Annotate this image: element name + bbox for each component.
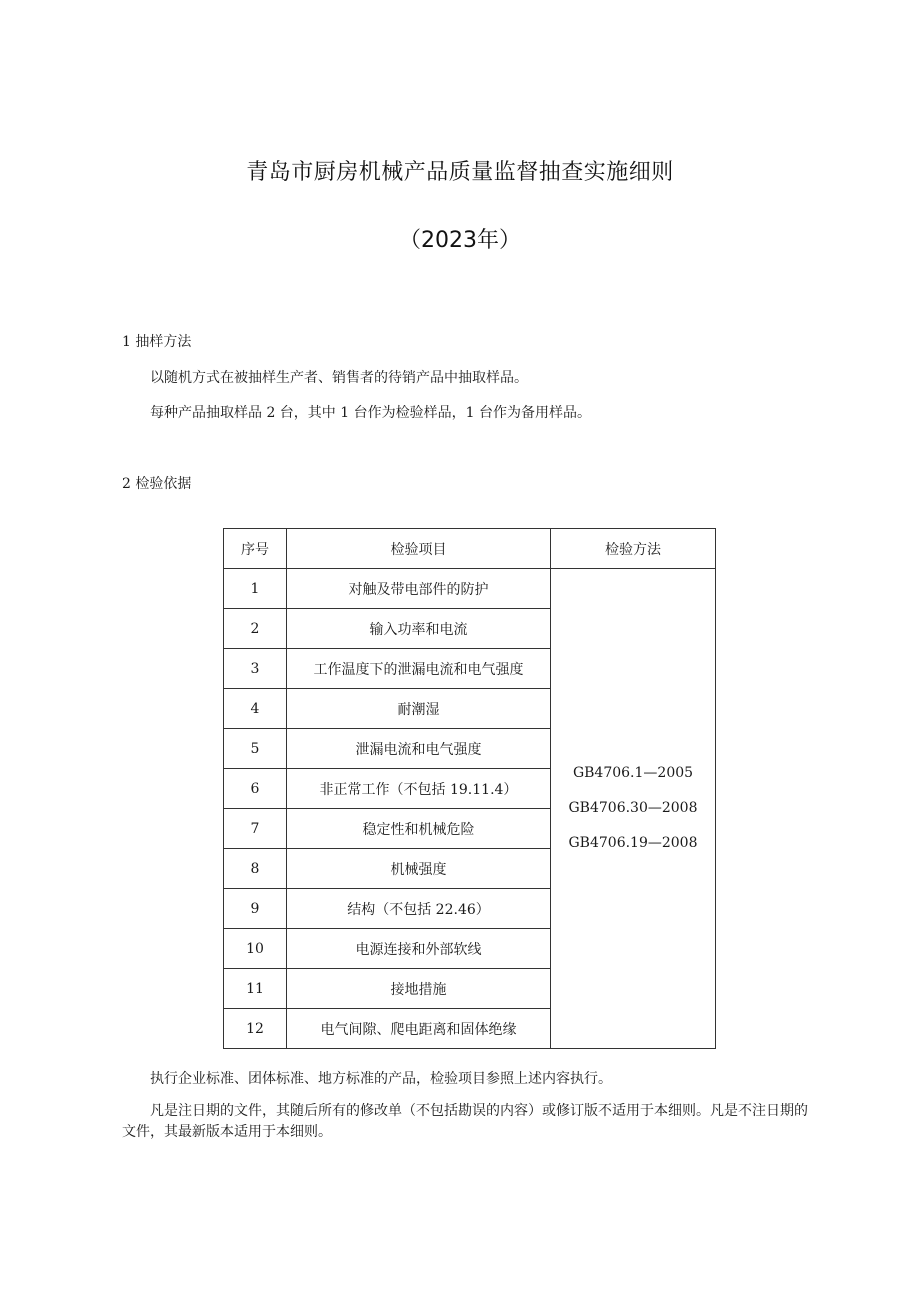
header-method: 检验方法 — [551, 529, 716, 569]
row-item: 耐潮湿 — [287, 689, 551, 729]
row-number: 7 — [224, 809, 287, 849]
footer-paragraph-2: 凡是注日期的文件，其随后所有的修改单（不包括勘误的内容）或修订版不适用于本细则。凡是不注日期的文件，其最新版本适用于本细则。 — [122, 1103, 808, 1140]
row-number: 4 — [224, 689, 287, 729]
document-year: （2023年） — [399, 228, 521, 253]
sampling-paragraph-2: 每种产品抽取样品 2 台，其中 1 台作为检验样品，1 台作为备用样品。 — [150, 405, 591, 421]
method-standard: GB4706.30—2008 — [568, 800, 698, 816]
row-item: 对触及带电部件的防护 — [287, 569, 551, 609]
row-item: 工作温度下的泄漏电流和电气强度 — [287, 649, 551, 689]
row-number: 11 — [224, 969, 287, 1009]
row-item: 接地措施 — [287, 969, 551, 1009]
inspection-table — [223, 528, 716, 1049]
row-number: 3 — [224, 649, 287, 689]
row-number: 10 — [224, 929, 287, 969]
header-serial: 序号 — [224, 529, 287, 569]
section-heading-sampling: 1 抽样方法 — [122, 334, 192, 350]
method-standard: GB4706.1—2005 — [572, 765, 694, 781]
row-item: 结构（不包括 22.46） — [287, 889, 551, 929]
row-number: 12 — [224, 1009, 287, 1049]
row-item: 输入功率和电流 — [287, 609, 551, 649]
method-standard: GB4706.19—2008 — [568, 835, 698, 851]
document-title: 青岛市厨房机械产品质量监督抽查实施细则 — [246, 160, 674, 185]
row-item: 机械强度 — [287, 849, 551, 889]
row-number: 6 — [224, 769, 287, 809]
header-item: 检验项目 — [287, 529, 551, 569]
footer-paragraph-1: 执行企业标准、团体标准、地方标准的产品，检验项目参照上述内容执行。 — [150, 1071, 612, 1087]
row-item: 稳定性和机械危险 — [287, 809, 551, 849]
row-number: 9 — [224, 889, 287, 929]
table-header-row — [224, 529, 716, 569]
row-item: 泄漏电流和电气强度 — [287, 729, 551, 769]
row-item: 非正常工作（不包括 19.11.4） — [287, 769, 551, 809]
row-number: 5 — [224, 729, 287, 769]
section-heading-basis: 2 检验依据 — [122, 476, 192, 492]
table-row — [224, 569, 716, 609]
method-cell — [551, 569, 716, 1049]
row-number: 8 — [224, 849, 287, 889]
row-number: 2 — [224, 609, 287, 649]
row-number: 1 — [224, 569, 287, 609]
sampling-paragraph-1: 以随机方式在被抽样生产者、销售者的待销产品中抽取样品。 — [150, 370, 528, 386]
row-item: 电气间隙、爬电距离和固体绝缘 — [287, 1009, 551, 1049]
row-item: 电源连接和外部软线 — [287, 929, 551, 969]
